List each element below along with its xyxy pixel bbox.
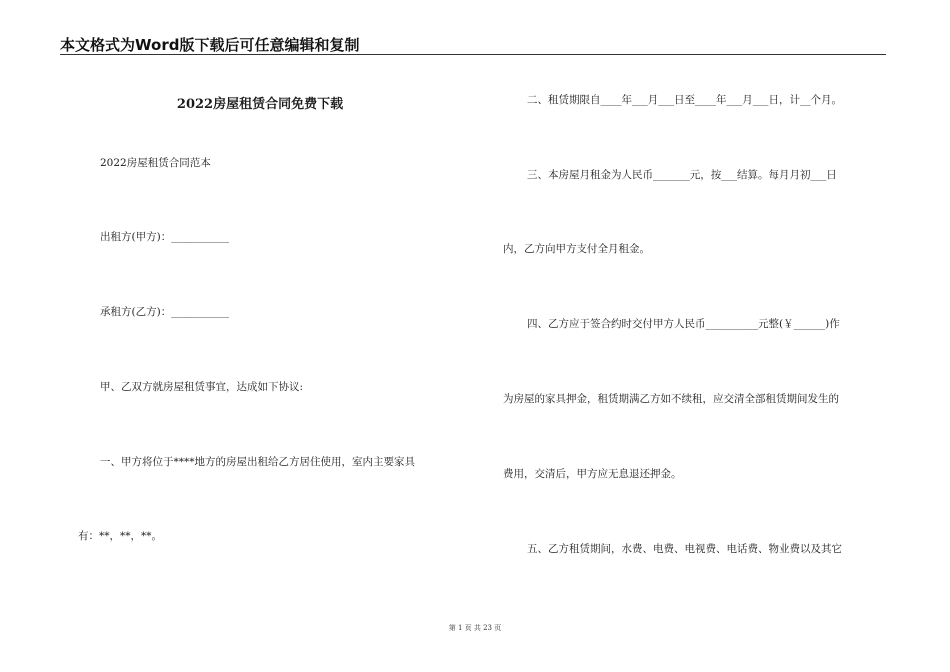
header-divider	[60, 54, 886, 55]
right-paragraph-2: 三、本房屋月租金为人民币_______元，按___结算。每月月初___日	[527, 169, 837, 181]
page-number: 第 1 页 共 23 页	[448, 624, 502, 632]
left-paragraph-2: 出租方(甲方)：___________	[100, 231, 229, 243]
document-title: 2022房屋租赁合同免费下载	[176, 97, 344, 112]
left-paragraph-4: 甲、乙双方就房屋租赁事宜，达成如下协议:	[100, 381, 304, 393]
right-paragraph-5: 为房屋的家具押金，租赁期满乙方如不续租，应交清全部租赁期间发生的	[503, 393, 839, 405]
left-paragraph-5: 一、甲方将位于****地方的房屋出租给乙方居住使用，室内主要家具	[100, 456, 415, 468]
right-paragraph-4: 四、乙方应于签合约时交付甲方人民币__________元整(￥______)作	[527, 318, 840, 330]
left-paragraph-1: 2022房屋租赁合同范本	[100, 157, 211, 169]
download-banner: 本文格式为Word版下载后可任意编辑和复制	[60, 36, 360, 54]
left-paragraph-3: 承租方(乙方)：___________	[100, 306, 229, 318]
right-paragraph-1: 二、租赁期限自____年___月___日至____年___月___日，计__个月。	[527, 94, 842, 106]
right-paragraph-3: 内，乙方向甲方支付全月租金。	[503, 243, 650, 255]
right-paragraph-7: 五、乙方租赁期间，水费、电费、电视费、电话费、物业费以及其它	[527, 543, 842, 555]
left-paragraph-6: 有：**，**，**。	[78, 530, 162, 542]
right-paragraph-6: 费用，交清后，甲方应无息退还押金。	[503, 468, 682, 480]
